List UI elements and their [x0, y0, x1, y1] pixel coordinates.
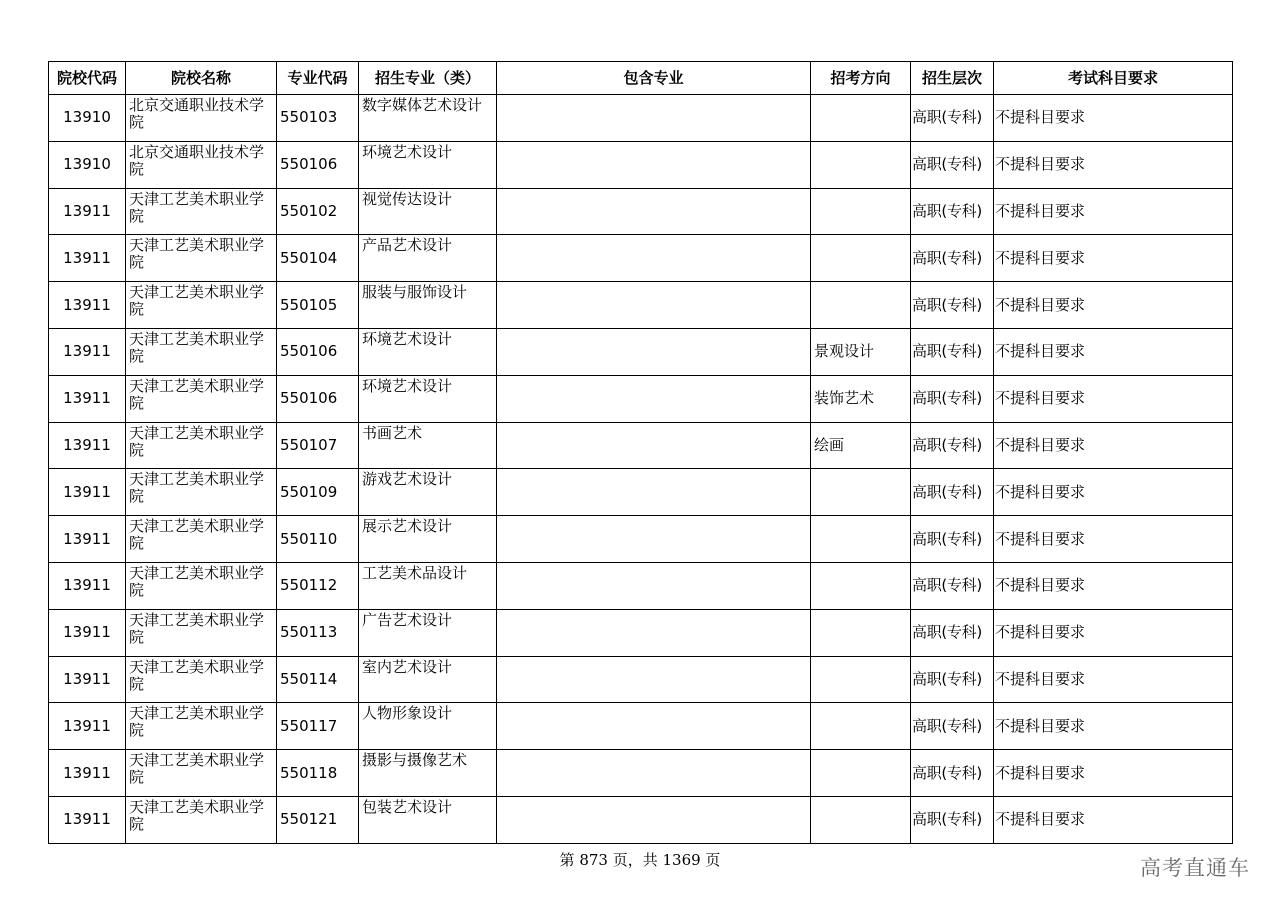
cell-school-code: 13910 [49, 95, 126, 142]
cell-direction: 绘画 [811, 422, 911, 469]
cell-included-majors [497, 188, 811, 235]
cell-subject-requirement: 不提科目要求 [994, 562, 1233, 609]
header-school-name: 院校名称 [126, 62, 277, 95]
cell-included-majors [497, 516, 811, 563]
cell-school-code: 13911 [49, 609, 126, 656]
table-row [49, 141, 1233, 188]
cell-direction [811, 750, 911, 797]
cell-included-majors [497, 95, 811, 142]
cell-direction: 景观设计 [811, 328, 911, 375]
cell-subject-requirement: 不提科目要求 [994, 141, 1233, 188]
cell-included-majors [497, 703, 811, 750]
cell-level: 高职(专科) [911, 328, 994, 375]
cell-major: 服装与服饰设计 [359, 282, 497, 329]
cell-school-name: 天津工艺美术职业学院 [126, 516, 277, 563]
cell-direction [811, 141, 911, 188]
cell-major: 广告艺术设计 [359, 609, 497, 656]
cell-school-name: 北京交通职业技术学院 [126, 95, 277, 142]
table-row [49, 282, 1233, 329]
admission-table [48, 61, 1233, 844]
cell-direction [811, 609, 911, 656]
cell-direction [811, 235, 911, 282]
table-header-row [49, 62, 1233, 95]
table-row [49, 422, 1233, 469]
table-row [49, 609, 1233, 656]
cell-major: 人物形象设计 [359, 703, 497, 750]
cell-major-code: 550107 [277, 422, 359, 469]
table-row [49, 516, 1233, 563]
header-level: 招生层次 [911, 62, 994, 95]
cell-level: 高职(专科) [911, 562, 994, 609]
cell-level: 高职(专科) [911, 375, 994, 422]
cell-major: 摄影与摄像艺术 [359, 750, 497, 797]
cell-school-name: 天津工艺美术职业学院 [126, 282, 277, 329]
cell-subject-requirement: 不提科目要求 [994, 95, 1233, 142]
cell-direction [811, 282, 911, 329]
cell-major-code: 550110 [277, 516, 359, 563]
cell-school-name: 天津工艺美术职业学院 [126, 656, 277, 703]
cell-major-code: 550114 [277, 656, 359, 703]
cell-included-majors [497, 282, 811, 329]
cell-major: 视觉传达设计 [359, 188, 497, 235]
cell-school-name: 天津工艺美术职业学院 [126, 328, 277, 375]
cell-school-name: 天津工艺美术职业学院 [126, 235, 277, 282]
cell-school-name: 天津工艺美术职业学院 [126, 750, 277, 797]
table-row [49, 235, 1233, 282]
cell-direction [811, 95, 911, 142]
cell-school-name: 天津工艺美术职业学院 [126, 188, 277, 235]
cell-level: 高职(专科) [911, 796, 994, 843]
cell-subject-requirement: 不提科目要求 [994, 188, 1233, 235]
cell-major-code: 550104 [277, 235, 359, 282]
table-row [49, 703, 1233, 750]
cell-subject-requirement: 不提科目要求 [994, 796, 1233, 843]
table-row [49, 656, 1233, 703]
cell-included-majors [497, 656, 811, 703]
cell-direction [811, 796, 911, 843]
cell-subject-requirement: 不提科目要求 [994, 328, 1233, 375]
header-school-code: 院校代码 [49, 62, 126, 95]
cell-major-code: 550112 [277, 562, 359, 609]
cell-subject-requirement: 不提科目要求 [994, 516, 1233, 563]
cell-level: 高职(专科) [911, 282, 994, 329]
header-major-code: 专业代码 [277, 62, 359, 95]
table-row [49, 188, 1233, 235]
cell-direction [811, 562, 911, 609]
cell-level: 高职(专科) [911, 422, 994, 469]
cell-school-code: 13911 [49, 422, 126, 469]
cell-major-code: 550118 [277, 750, 359, 797]
cell-included-majors [497, 469, 811, 516]
cell-level: 高职(专科) [911, 141, 994, 188]
cell-subject-requirement: 不提科目要求 [994, 656, 1233, 703]
cell-school-name: 天津工艺美术职业学院 [126, 703, 277, 750]
table-row [49, 469, 1233, 516]
cell-major: 产品艺术设计 [359, 235, 497, 282]
header-subject-requirement: 考试科目要求 [994, 62, 1233, 95]
cell-major: 包装艺术设计 [359, 796, 497, 843]
cell-school-name: 天津工艺美术职业学院 [126, 469, 277, 516]
cell-level: 高职(专科) [911, 516, 994, 563]
cell-direction [811, 703, 911, 750]
cell-level: 高职(专科) [911, 235, 994, 282]
cell-school-code: 13911 [49, 188, 126, 235]
cell-level: 高职(专科) [911, 95, 994, 142]
cell-major-code: 550113 [277, 609, 359, 656]
cell-subject-requirement: 不提科目要求 [994, 469, 1233, 516]
table-row [49, 562, 1233, 609]
cell-included-majors [497, 141, 811, 188]
watermark-logo-text: 高考直通车 [1140, 856, 1250, 880]
cell-level: 高职(专科) [911, 750, 994, 797]
header-direction: 招考方向 [811, 62, 911, 95]
cell-direction [811, 469, 911, 516]
header-major: 招生专业（类） [359, 62, 497, 95]
cell-major: 工艺美术品设计 [359, 562, 497, 609]
cell-subject-requirement: 不提科目要求 [994, 235, 1233, 282]
cell-direction: 装饰艺术 [811, 375, 911, 422]
cell-major-code: 550117 [277, 703, 359, 750]
cell-included-majors [497, 328, 811, 375]
cell-major: 环境艺术设计 [359, 328, 497, 375]
cell-included-majors [497, 609, 811, 656]
cell-major-code: 550105 [277, 282, 359, 329]
cell-school-code: 13911 [49, 282, 126, 329]
cell-major-code: 550106 [277, 328, 359, 375]
cell-level: 高职(专科) [911, 656, 994, 703]
cell-school-name: 天津工艺美术职业学院 [126, 375, 277, 422]
cell-major-code: 550106 [277, 375, 359, 422]
cell-subject-requirement: 不提科目要求 [994, 422, 1233, 469]
cell-included-majors [497, 375, 811, 422]
cell-subject-requirement: 不提科目要求 [994, 282, 1233, 329]
cell-major: 书画艺术 [359, 422, 497, 469]
cell-subject-requirement: 不提科目要求 [994, 750, 1233, 797]
cell-school-code: 13911 [49, 750, 126, 797]
cell-included-majors [497, 562, 811, 609]
cell-school-name: 天津工艺美术职业学院 [126, 609, 277, 656]
cell-school-code: 13911 [49, 516, 126, 563]
cell-level: 高职(专科) [911, 188, 994, 235]
cell-school-name: 北京交通职业技术学院 [126, 141, 277, 188]
cell-school-code: 13911 [49, 703, 126, 750]
cell-school-code: 13910 [49, 141, 126, 188]
cell-school-name: 天津工艺美术职业学院 [126, 422, 277, 469]
page-number: 第 873 页，共 1369 页 [559, 851, 721, 869]
cell-major-code: 550121 [277, 796, 359, 843]
table-row [49, 95, 1233, 142]
table-row [49, 796, 1233, 843]
cell-level: 高职(专科) [911, 609, 994, 656]
cell-major: 环境艺术设计 [359, 141, 497, 188]
cell-school-code: 13911 [49, 796, 126, 843]
cell-direction [811, 516, 911, 563]
cell-school-name: 天津工艺美术职业学院 [126, 562, 277, 609]
cell-school-code: 13911 [49, 562, 126, 609]
cell-major: 游戏艺术设计 [359, 469, 497, 516]
cell-school-code: 13911 [49, 375, 126, 422]
cell-level: 高职(专科) [911, 469, 994, 516]
cell-direction [811, 188, 911, 235]
cell-included-majors [497, 750, 811, 797]
cell-major-code: 550103 [277, 95, 359, 142]
cell-school-code: 13911 [49, 328, 126, 375]
cell-major-code: 550109 [277, 469, 359, 516]
cell-school-name: 天津工艺美术职业学院 [126, 796, 277, 843]
header-included-majors: 包含专业 [497, 62, 811, 95]
table-row [49, 328, 1233, 375]
cell-major-code: 550106 [277, 141, 359, 188]
cell-subject-requirement: 不提科目要求 [994, 375, 1233, 422]
cell-major: 室内艺术设计 [359, 656, 497, 703]
table-row [49, 750, 1233, 797]
cell-major: 展示艺术设计 [359, 516, 497, 563]
cell-school-code: 13911 [49, 656, 126, 703]
cell-major-code: 550102 [277, 188, 359, 235]
cell-major: 数字媒体艺术设计 [359, 95, 497, 142]
cell-school-code: 13911 [49, 235, 126, 282]
cell-subject-requirement: 不提科目要求 [994, 703, 1233, 750]
cell-included-majors [497, 796, 811, 843]
cell-direction [811, 656, 911, 703]
cell-level: 高职(专科) [911, 703, 994, 750]
table-row [49, 375, 1233, 422]
cell-major: 环境艺术设计 [359, 375, 497, 422]
cell-included-majors [497, 235, 811, 282]
cell-included-majors [497, 422, 811, 469]
table-body [49, 95, 1233, 844]
cell-school-code: 13911 [49, 469, 126, 516]
cell-subject-requirement: 不提科目要求 [994, 609, 1233, 656]
